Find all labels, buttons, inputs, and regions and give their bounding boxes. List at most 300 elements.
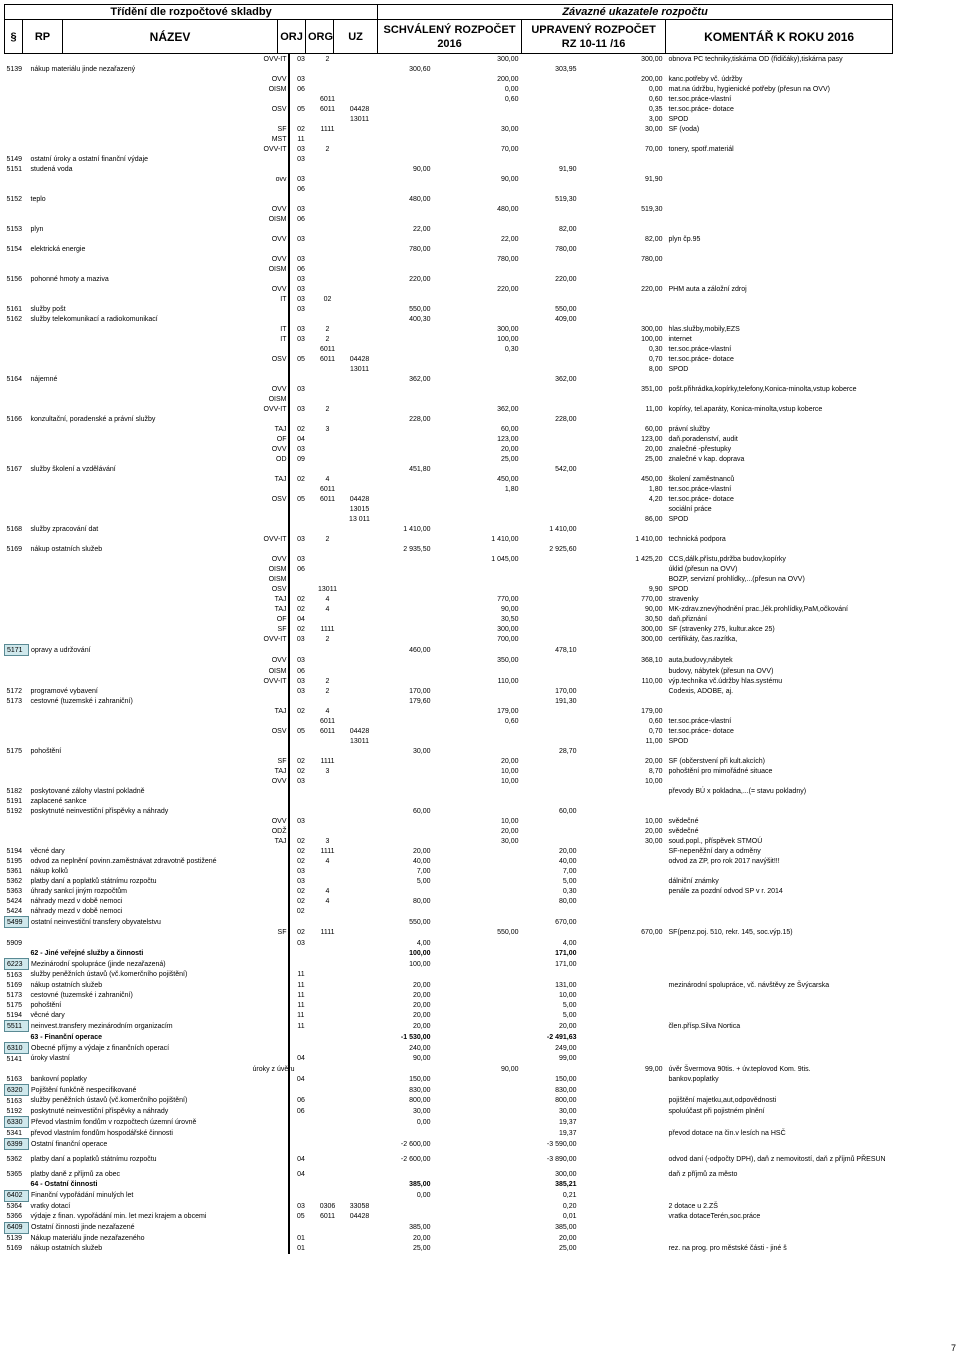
table-row bbox=[5, 414, 893, 424]
source-cell bbox=[251, 1000, 289, 1010]
uz-cell bbox=[343, 1117, 377, 1128]
table-row bbox=[5, 990, 893, 1000]
orj-cell: 02 bbox=[297, 475, 305, 483]
approved-parent-cell bbox=[377, 484, 433, 494]
source-cell: úroky z úvěru bbox=[252, 1065, 295, 1073]
org-cell: 2 bbox=[325, 145, 330, 153]
adjusted-sub-cell bbox=[579, 906, 665, 917]
approved-parent-cell: 179,60 bbox=[409, 697, 431, 705]
rp-cell: 5341 bbox=[6, 1129, 23, 1137]
orj-cell: 03 bbox=[297, 867, 305, 875]
budget-document bbox=[4, 4, 892, 1254]
approved-sub-cell: 123,00 bbox=[497, 435, 519, 443]
adjusted-parent-cell bbox=[521, 786, 579, 796]
adjusted-parent-cell: 300,00 bbox=[555, 1171, 577, 1178]
comment-cell: daň.přiznání bbox=[668, 615, 708, 623]
orj-cell bbox=[289, 544, 313, 554]
adjusted-parent-cell bbox=[521, 656, 579, 667]
orj-cell: 03 bbox=[297, 817, 305, 825]
adjusted-parent-cell bbox=[521, 104, 579, 114]
rp-cell: 6402 bbox=[5, 1190, 29, 1201]
approved-sub-cell bbox=[433, 64, 521, 74]
adjusted-parent-cell bbox=[521, 816, 579, 826]
approved-parent-cell bbox=[377, 234, 433, 244]
comment-cell bbox=[665, 1180, 893, 1191]
comment-cell bbox=[665, 645, 893, 656]
table-row bbox=[5, 314, 893, 324]
rp-cell: 5151 bbox=[6, 165, 23, 173]
name-cell bbox=[29, 928, 251, 939]
approved-sub-cell bbox=[433, 114, 521, 124]
adjusted-sub-cell bbox=[579, 959, 665, 970]
source-cell: SF bbox=[251, 624, 289, 634]
approved-sub-cell bbox=[433, 1106, 521, 1117]
rp-cell bbox=[5, 114, 29, 124]
adjusted-parent-cell: 670,00 bbox=[555, 918, 577, 926]
comment-cell: rez. na prog. pro městské části - jiné š bbox=[668, 1245, 787, 1252]
org-cell: 4 bbox=[325, 887, 330, 895]
approved-sub-cell: 10,00 bbox=[500, 767, 519, 775]
uz-cell bbox=[343, 776, 377, 786]
org-cell bbox=[313, 164, 343, 174]
rp-cell bbox=[5, 354, 29, 364]
source-cell: MST bbox=[251, 134, 289, 144]
name-cell: Obecné příjmy a výdaje z finančních operací bbox=[31, 1044, 170, 1052]
source-cell bbox=[251, 314, 289, 324]
approved-sub-cell: 480,00 bbox=[497, 205, 519, 213]
adjusted-parent-cell: 228,00 bbox=[555, 415, 577, 423]
rp-cell: 5166 bbox=[6, 415, 23, 423]
adjusted-parent-cell bbox=[521, 604, 579, 614]
name-cell bbox=[29, 434, 251, 444]
name-cell: služby telekomunikací a radiokomunikací bbox=[30, 315, 158, 323]
source-cell bbox=[251, 696, 289, 706]
approved-parent-cell bbox=[377, 1170, 433, 1180]
comment-cell bbox=[665, 948, 893, 959]
adjusted-sub-cell bbox=[579, 194, 665, 204]
adjusted-sub-cell bbox=[579, 1222, 665, 1233]
orj-cell bbox=[289, 244, 313, 254]
uz-cell bbox=[343, 1074, 377, 1085]
rp-cell: 5168 bbox=[6, 525, 23, 533]
comment-cell: mezinárodní spolupráce, vč. návštěvy ze Švýcarska bbox=[668, 981, 830, 989]
approved-sub-cell bbox=[433, 686, 521, 696]
adjusted-sub-cell: 780,00 bbox=[641, 255, 663, 263]
approved-parent-cell: 780,00 bbox=[409, 245, 431, 253]
table-row bbox=[5, 64, 893, 74]
source-cell: OF bbox=[251, 614, 289, 624]
table-row bbox=[5, 174, 893, 184]
adjusted-sub-cell bbox=[579, 134, 665, 144]
approved-sub-cell bbox=[433, 104, 521, 114]
approved-parent-cell bbox=[377, 264, 433, 274]
adjusted-parent-cell: 40,00 bbox=[558, 857, 577, 865]
table-row bbox=[5, 1074, 893, 1085]
uz-cell bbox=[343, 484, 377, 494]
adjusted-sub-cell: 30,50 bbox=[644, 615, 663, 623]
rp-cell: 5175 bbox=[6, 1001, 23, 1009]
source-cell: OISM bbox=[251, 214, 289, 224]
source-cell bbox=[251, 1043, 289, 1054]
rp-cell: 5163 bbox=[6, 1097, 23, 1105]
name-cell bbox=[29, 584, 251, 594]
rp-cell bbox=[5, 124, 29, 134]
orj-cell: 05 bbox=[296, 1213, 305, 1221]
source-cell bbox=[251, 746, 289, 756]
org-cell bbox=[313, 254, 343, 264]
rp-cell bbox=[5, 444, 29, 454]
left-section-title: Třídění dle rozpočtové skladby bbox=[5, 5, 378, 20]
table-row bbox=[5, 928, 893, 939]
approved-parent-cell bbox=[377, 344, 433, 354]
source-cell: OVV bbox=[251, 776, 289, 786]
table-row bbox=[5, 394, 893, 404]
source-cell bbox=[251, 1032, 289, 1043]
table-row bbox=[5, 656, 893, 667]
comment-cell: certifikáty, čas.razítka, bbox=[668, 635, 738, 643]
adjusted-parent-cell bbox=[521, 726, 579, 736]
adjusted-sub-cell bbox=[579, 564, 665, 574]
approved-parent-cell bbox=[377, 154, 433, 164]
adjusted-sub-cell: 300,00 bbox=[641, 625, 663, 633]
comment-cell: ter.soc.práce- dotace bbox=[668, 727, 734, 735]
approved-sub-cell bbox=[433, 384, 521, 394]
approved-parent-cell bbox=[377, 826, 433, 836]
adjusted-parent-cell: 7,00 bbox=[562, 867, 577, 875]
approved-parent-cell bbox=[377, 124, 433, 134]
org-cell: 13011 bbox=[318, 585, 337, 593]
org-cell: 1111 bbox=[320, 847, 335, 855]
rp-cell: 6399 bbox=[5, 1139, 29, 1150]
org-cell: 2 bbox=[325, 405, 330, 413]
org-cell bbox=[313, 1043, 343, 1054]
org-cell bbox=[313, 564, 343, 574]
uz-cell bbox=[343, 846, 377, 856]
source-cell: OVV-IT bbox=[251, 676, 289, 686]
source-cell bbox=[251, 1233, 289, 1244]
approved-sub-cell bbox=[433, 938, 521, 948]
adjusted-sub-cell bbox=[579, 1043, 665, 1054]
adjusted-sub-cell: 11,00 bbox=[645, 405, 663, 413]
name-cell bbox=[29, 666, 251, 676]
table-row bbox=[5, 484, 893, 494]
adjusted-parent-cell: 4,00 bbox=[562, 939, 577, 947]
comment-cell: odvod daní (-odpočty DPH), daň z nemovitostí, daň z příjmů PŘESUN bbox=[668, 1156, 886, 1163]
adjusted-sub-cell bbox=[579, 1139, 665, 1150]
source-cell: IT bbox=[251, 324, 289, 334]
approved-sub-cell bbox=[433, 574, 521, 584]
col-orj: ORJ bbox=[278, 20, 306, 54]
adjusted-sub-cell: 100,00 bbox=[641, 335, 663, 343]
name-cell: 64 - Ostatní činnosti bbox=[30, 1181, 98, 1189]
table-row bbox=[5, 224, 893, 234]
approved-sub-cell bbox=[433, 846, 521, 856]
adjusted-parent-cell bbox=[521, 716, 579, 726]
orj-cell: 03 bbox=[297, 687, 305, 695]
uz-cell bbox=[343, 464, 377, 474]
source-cell bbox=[251, 184, 289, 194]
rp-cell: 5362 bbox=[6, 1156, 23, 1164]
uz-cell bbox=[343, 54, 377, 64]
adjusted-parent-cell bbox=[521, 144, 579, 154]
uz-cell bbox=[343, 876, 377, 886]
approved-sub-cell bbox=[433, 1043, 521, 1054]
orj-cell bbox=[289, 114, 313, 124]
org-cell bbox=[313, 504, 343, 514]
org-cell: 2 bbox=[325, 687, 330, 695]
comment-cell: odvod za ZP, pro rok 2017 navýšit!!! bbox=[668, 857, 780, 865]
adjusted-parent-cell bbox=[521, 504, 579, 514]
adjusted-parent-cell: 5,00 bbox=[562, 1011, 577, 1019]
org-cell bbox=[313, 64, 343, 74]
approved-sub-cell bbox=[433, 806, 521, 816]
approved-parent-cell: 830,00 bbox=[409, 1086, 431, 1094]
org-cell: 0306 bbox=[319, 1202, 336, 1210]
org-cell bbox=[313, 970, 343, 981]
approved-sub-cell bbox=[433, 304, 521, 314]
approved-sub-cell: 450,00 bbox=[497, 475, 519, 483]
org-cell: 2 bbox=[325, 535, 330, 543]
name-cell bbox=[29, 214, 251, 224]
comment-cell bbox=[665, 134, 893, 144]
adjusted-sub-cell: 82,00 bbox=[644, 235, 663, 243]
orj-cell: 04 bbox=[297, 1156, 305, 1163]
source-cell bbox=[251, 786, 289, 796]
name-cell: nákup kolků bbox=[30, 867, 68, 875]
uz-cell bbox=[343, 74, 377, 84]
uz-cell bbox=[343, 1139, 377, 1150]
rp-cell: 6223 bbox=[5, 959, 29, 970]
table-row bbox=[5, 244, 893, 254]
uz-cell bbox=[343, 938, 377, 948]
comment-cell: CCS,dálk.přístu,pdržba budov,kopírky bbox=[668, 555, 786, 563]
approved-sub-cell bbox=[433, 959, 521, 970]
adjusted-parent-cell bbox=[521, 484, 579, 494]
uz-cell bbox=[343, 574, 377, 584]
orj-cell: 02 bbox=[297, 125, 305, 133]
rp-cell bbox=[5, 1064, 29, 1074]
adjusted-sub-cell bbox=[579, 184, 665, 194]
orj-cell: 03 bbox=[297, 325, 305, 333]
rp-cell: 5139 bbox=[6, 1235, 23, 1242]
rp-cell bbox=[5, 534, 29, 544]
source-cell bbox=[251, 1128, 289, 1139]
org-cell bbox=[313, 906, 343, 917]
source-cell: OISM bbox=[251, 564, 289, 574]
rp-cell bbox=[5, 74, 29, 84]
adjusted-parent-cell: -3 590,00 bbox=[546, 1140, 577, 1148]
approved-parent-cell bbox=[377, 404, 433, 414]
table-row bbox=[5, 896, 893, 906]
name-cell bbox=[29, 384, 251, 394]
orj-cell bbox=[289, 917, 313, 928]
name-cell: Finanční vypořádání minulých let bbox=[31, 1192, 134, 1199]
adjusted-parent-cell: 82,00 bbox=[558, 225, 577, 233]
approved-sub-cell bbox=[433, 564, 521, 574]
name-cell bbox=[29, 84, 251, 94]
comment-cell bbox=[665, 917, 893, 928]
adjusted-parent-cell bbox=[521, 234, 579, 244]
uz-cell bbox=[343, 334, 377, 344]
table-row bbox=[5, 344, 893, 354]
approved-sub-cell bbox=[433, 314, 521, 324]
name-cell bbox=[29, 826, 251, 836]
org-cell: 6011 bbox=[319, 485, 336, 493]
adjusted-sub-cell: 519,30 bbox=[641, 205, 663, 213]
uz-cell bbox=[343, 214, 377, 224]
table-row bbox=[5, 1170, 893, 1180]
comment-cell bbox=[665, 896, 893, 906]
org-cell: 1111 bbox=[320, 929, 335, 937]
org-cell bbox=[313, 1233, 343, 1244]
comment-cell: svědečné bbox=[668, 827, 699, 835]
adjusted-sub-cell: 8,00 bbox=[648, 365, 663, 373]
orj-cell bbox=[289, 826, 313, 836]
source-cell bbox=[251, 1170, 289, 1180]
adjusted-sub-cell: 123,00 bbox=[641, 435, 663, 443]
org-cell bbox=[313, 434, 343, 444]
name-cell bbox=[29, 134, 251, 144]
approved-parent-cell bbox=[377, 504, 433, 514]
source-cell bbox=[251, 1074, 289, 1085]
org-cell bbox=[313, 444, 343, 454]
adjusted-sub-cell: 30,00 bbox=[644, 837, 663, 845]
adjusted-sub-cell bbox=[579, 1032, 665, 1043]
org-cell bbox=[313, 1000, 343, 1010]
orj-cell: 03 bbox=[297, 155, 305, 163]
source-cell: TAJ bbox=[251, 594, 289, 604]
adjusted-parent-cell: 5,00 bbox=[562, 1001, 577, 1009]
adjusted-parent-cell: 131,00 bbox=[555, 981, 577, 989]
name-cell bbox=[29, 184, 251, 194]
source-cell bbox=[251, 856, 289, 866]
name-cell bbox=[29, 54, 251, 64]
adjusted-sub-cell bbox=[579, 414, 665, 424]
table-row bbox=[5, 564, 893, 574]
rp-cell bbox=[5, 454, 29, 464]
comment-cell bbox=[665, 204, 893, 214]
adjusted-parent-cell: 0,01 bbox=[562, 1213, 577, 1221]
name-cell bbox=[29, 766, 251, 776]
approved-sub-cell: 100,00 bbox=[497, 335, 519, 343]
orj-cell bbox=[289, 574, 313, 584]
source-cell bbox=[251, 1180, 289, 1191]
table-header bbox=[4, 4, 893, 54]
approved-parent-cell: 20,00 bbox=[412, 1022, 431, 1030]
table-row bbox=[5, 124, 893, 134]
name-cell bbox=[29, 756, 251, 766]
source-cell: TAJ bbox=[251, 424, 289, 434]
source-cell: IT bbox=[251, 294, 289, 304]
uz-cell bbox=[343, 696, 377, 706]
name-cell bbox=[29, 404, 251, 414]
approved-parent-cell bbox=[377, 716, 433, 726]
approved-sub-cell bbox=[433, 786, 521, 796]
comment-cell: kopírky, tel.aparáty, Konica-minolta,vstup koberce bbox=[668, 405, 823, 413]
comment-cell bbox=[665, 1085, 893, 1096]
name-cell: pohoštění bbox=[30, 747, 62, 755]
table-row bbox=[5, 1043, 893, 1054]
uz-cell: 04428 bbox=[349, 1213, 370, 1221]
approved-parent-cell: 385,00 bbox=[409, 1224, 431, 1231]
table-row bbox=[5, 74, 893, 84]
adjusted-sub-cell: 3,00 bbox=[648, 115, 663, 123]
org-cell: 2 bbox=[325, 677, 330, 685]
comment-cell: SPOD bbox=[668, 365, 689, 373]
org-cell: 6011 bbox=[319, 727, 336, 735]
approved-sub-cell bbox=[433, 876, 521, 886]
approved-sub-cell: 0,00 bbox=[504, 85, 519, 93]
name-cell bbox=[29, 444, 251, 454]
rp-cell: 5154 bbox=[6, 245, 23, 253]
rp-cell bbox=[5, 54, 29, 64]
comment-cell: pošt.přihrádka,kopírky,telefony,Konica-minolta,vstup koberce bbox=[668, 385, 857, 393]
table-row bbox=[5, 594, 893, 604]
table-row bbox=[5, 676, 893, 686]
approved-parent-cell: 20,00 bbox=[412, 1001, 431, 1009]
uz-cell bbox=[343, 1233, 377, 1244]
table-row bbox=[5, 1139, 893, 1150]
name-cell: věcné dary bbox=[30, 1011, 65, 1019]
adjusted-parent-cell: 780,00 bbox=[555, 245, 577, 253]
approved-parent-cell bbox=[377, 970, 433, 981]
orj-cell bbox=[289, 746, 313, 756]
table-row bbox=[5, 1201, 893, 1212]
orj-cell: 03 bbox=[297, 285, 305, 293]
uz-cell bbox=[343, 1032, 377, 1043]
name-cell bbox=[29, 284, 251, 294]
orj-cell bbox=[289, 959, 313, 970]
uz-cell bbox=[343, 564, 377, 574]
rp-cell bbox=[5, 404, 29, 414]
comment-cell bbox=[665, 1117, 893, 1128]
approved-parent-cell bbox=[377, 184, 433, 194]
approved-parent-cell: 20,00 bbox=[412, 1011, 431, 1019]
orj-cell: 11 bbox=[297, 991, 305, 999]
org-cell: 2 bbox=[325, 335, 330, 343]
orj-cell: 06 bbox=[297, 215, 305, 223]
adjusted-parent-cell: 25,00 bbox=[558, 1245, 577, 1252]
name-cell: nákup materiálu jinde nezařazený bbox=[30, 65, 136, 73]
comment-cell: mat.na údržbu, hygienické potřeby (přesun na OVV) bbox=[668, 85, 830, 93]
approved-sub-cell bbox=[433, 1190, 521, 1201]
source-cell: OVV bbox=[251, 284, 289, 294]
source-cell bbox=[251, 866, 289, 876]
name-cell: bankovní poplatky bbox=[30, 1075, 87, 1083]
org-cell bbox=[313, 1180, 343, 1191]
comment-cell: penále za pozdní odvod SP v r. 2014 bbox=[668, 887, 783, 895]
approved-sub-cell bbox=[433, 394, 521, 404]
approved-parent-cell: 228,00 bbox=[409, 415, 431, 423]
uz-cell bbox=[343, 766, 377, 776]
org-cell: 4 bbox=[325, 857, 330, 865]
rp-cell: 5161 bbox=[6, 305, 23, 313]
approved-sub-cell: 1 045,00 bbox=[491, 555, 519, 563]
uz-cell bbox=[343, 970, 377, 981]
org-cell bbox=[313, 786, 343, 796]
orj-cell: 03 bbox=[297, 55, 305, 63]
org-cell bbox=[313, 1170, 343, 1180]
org-cell bbox=[313, 1074, 343, 1085]
rp-cell: 5424 bbox=[6, 907, 23, 915]
adjusted-sub-cell: 10,00 bbox=[644, 817, 663, 825]
table-row bbox=[5, 234, 893, 244]
approved-parent-cell: 0,00 bbox=[416, 1118, 431, 1126]
table-row bbox=[5, 194, 893, 204]
adjusted-parent-cell bbox=[521, 424, 579, 434]
rp-cell bbox=[5, 766, 29, 776]
name-cell bbox=[29, 334, 251, 344]
